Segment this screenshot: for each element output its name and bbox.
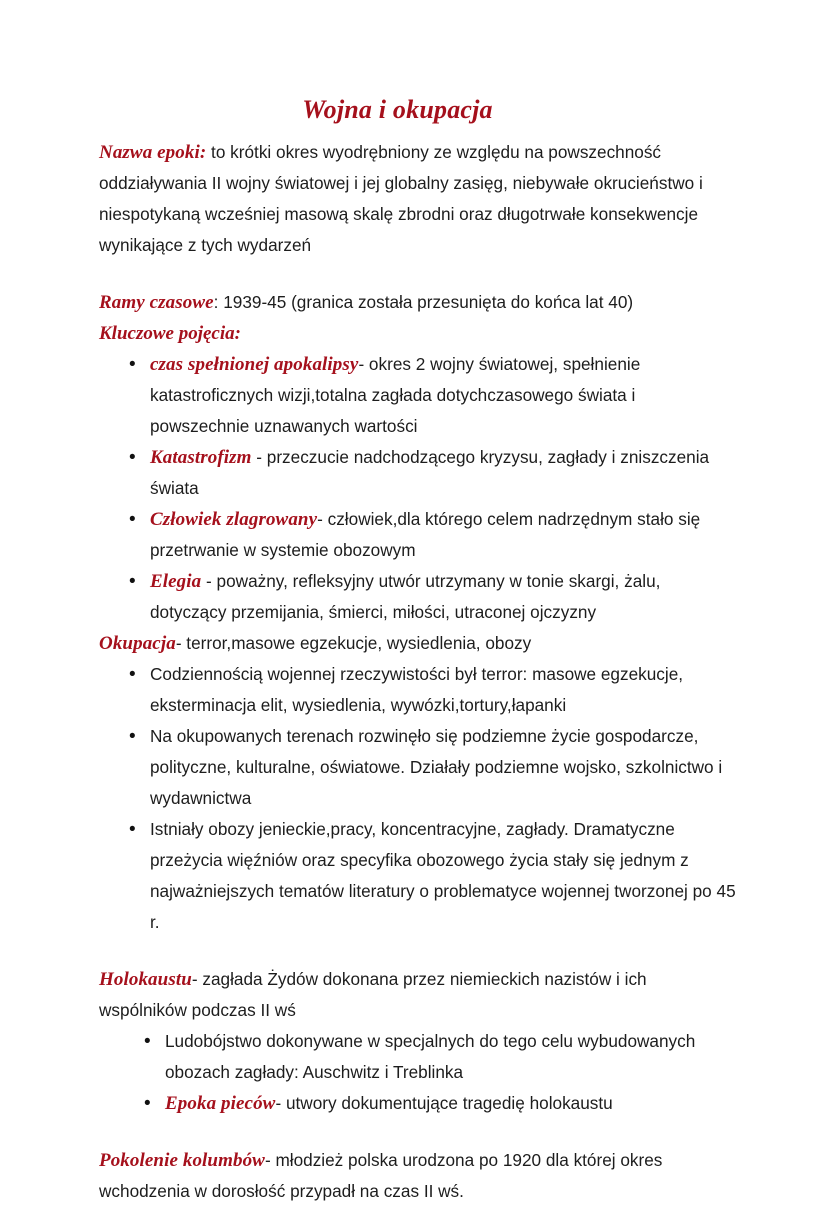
paragraph-nazwa-epoki [99, 137, 736, 261]
term-epoka-piecow: Epoka pieców [165, 1092, 276, 1114]
paragraph-ramy-czasowe [99, 287, 736, 318]
list-okupacja [99, 659, 736, 938]
definition-katastrofizm: - przeczucie nadchodzącego kryzysu, zagłady i zniszczenia świata [150, 446, 710, 498]
list-item [99, 1026, 736, 1088]
term-czas-spelnionej-apokalipsy: czas spełnionej apokalipsy [150, 353, 359, 375]
paragraph-pokolenie-kolumbow [99, 1145, 736, 1207]
list-item [99, 442, 736, 504]
list-kluczowe-pojecia [99, 349, 736, 628]
term-pokolenie-kolumbow: Pokolenie kolumbów [99, 1149, 265, 1171]
definition-ludobojstwo: Ludobójstwo dokonywane w specjalnych do tego celu wybudowanych obozach zagłady: Auschwitz i Treblinka [165, 1030, 696, 1082]
definition-elegia: - poważny, refleksyjny utwór utrzymany w tonie skargi, żalu, dotyczący przemijania, śmierci, miłości, utraconej ojczyzny [150, 570, 661, 622]
definition-okupacja: - terror,masowe egzekucje, wysiedlenia, obozy [175, 632, 532, 653]
heading-kluczowe-pojecia: Kluczowe pojęcia: [99, 322, 241, 344]
list-item: • Codziennością wojennej rzeczywistości był terror: masowe egzekucje, eksterminacja elit, wysiedlenia, wywózki,tortury,łapanki [99, 659, 736, 721]
definition-pokolenie-kolumbow: - młodzież polska urodzona po 1920 dla której okres wchodzenia w dorosłość przypadł na czas II wś. [99, 1149, 663, 1201]
list-item: • Na okupowanych terenach rozwinęło się podziemne życie gospodarcze, polityczne, kulturalne, oświatowe. Działały podziemne wojsko, szkolnictwo i wydawnictwa [99, 721, 736, 814]
term-czlowiek-zlagrowany: Człowiek zlagrowany [150, 508, 318, 530]
list-holokaustu [99, 1026, 736, 1119]
list-item [99, 349, 736, 442]
definition-epoka-piecow: - utwory dokumentujące tragedię holokaustu [275, 1092, 613, 1113]
term-okupacja: Okupacja [99, 632, 176, 654]
definition-nazwa-epoki: to krótki okres wyodrębniony ze względu na powszechność oddziaływania II wojny światowej i jej globalny zasięg, niebywałe okrucieństwo i niespotykaną wcześniej masową skalę zbrodni oraz długotrwałe konsekwencje wynikające z tych wydarzeń [99, 141, 703, 255]
spacer [99, 938, 736, 964]
paragraph-okupacja [99, 628, 736, 659]
definition-czas-spelnionej-apokalipsy: - okres 2 wojny światowej, spełnienie katastroficznych wizji,totalna zagłada dotychczasowego świata i powszechnie uznawanych wartości [150, 353, 641, 436]
term-holokaustu: Holokaustu [99, 968, 192, 990]
term-nazwa-epoki: Nazwa epoki: [99, 141, 207, 163]
definition-ramy-czasowe: : 1939-45 (granica została przesunięta do końca lat 40) [213, 291, 634, 312]
term-ramy-czasowe: Ramy czasowe [99, 291, 214, 313]
page-title: Wojna i okupacja [302, 95, 493, 124]
term-katastrofizm: Katastrofizm [150, 446, 252, 468]
term-elegia: Elegia [150, 570, 202, 592]
paragraph-holokaustu [99, 964, 736, 1026]
list-item [99, 504, 736, 566]
list-item: • Istniały obozy jenieckie,pracy, koncentracyjne, zagłady. Dramatyczne przeżycia więźniów oraz specyfika obozowego życia stały się jednym z najważniejszych tematów literatury o problematyce wojennej tworzonej po 45 r. [99, 814, 736, 938]
definition-czlowiek-zlagrowany: - człowiek,dla którego celem nadrzędnym stało się przetrwanie w systemie obozowym [150, 508, 701, 560]
list-item [99, 566, 736, 628]
list-item [99, 1088, 736, 1119]
spacer [99, 1119, 736, 1145]
definition-holokaustu: - zagłada Żydów dokonana przez niemieckich nazistów i ich wspólników podczas II wś [99, 968, 647, 1020]
